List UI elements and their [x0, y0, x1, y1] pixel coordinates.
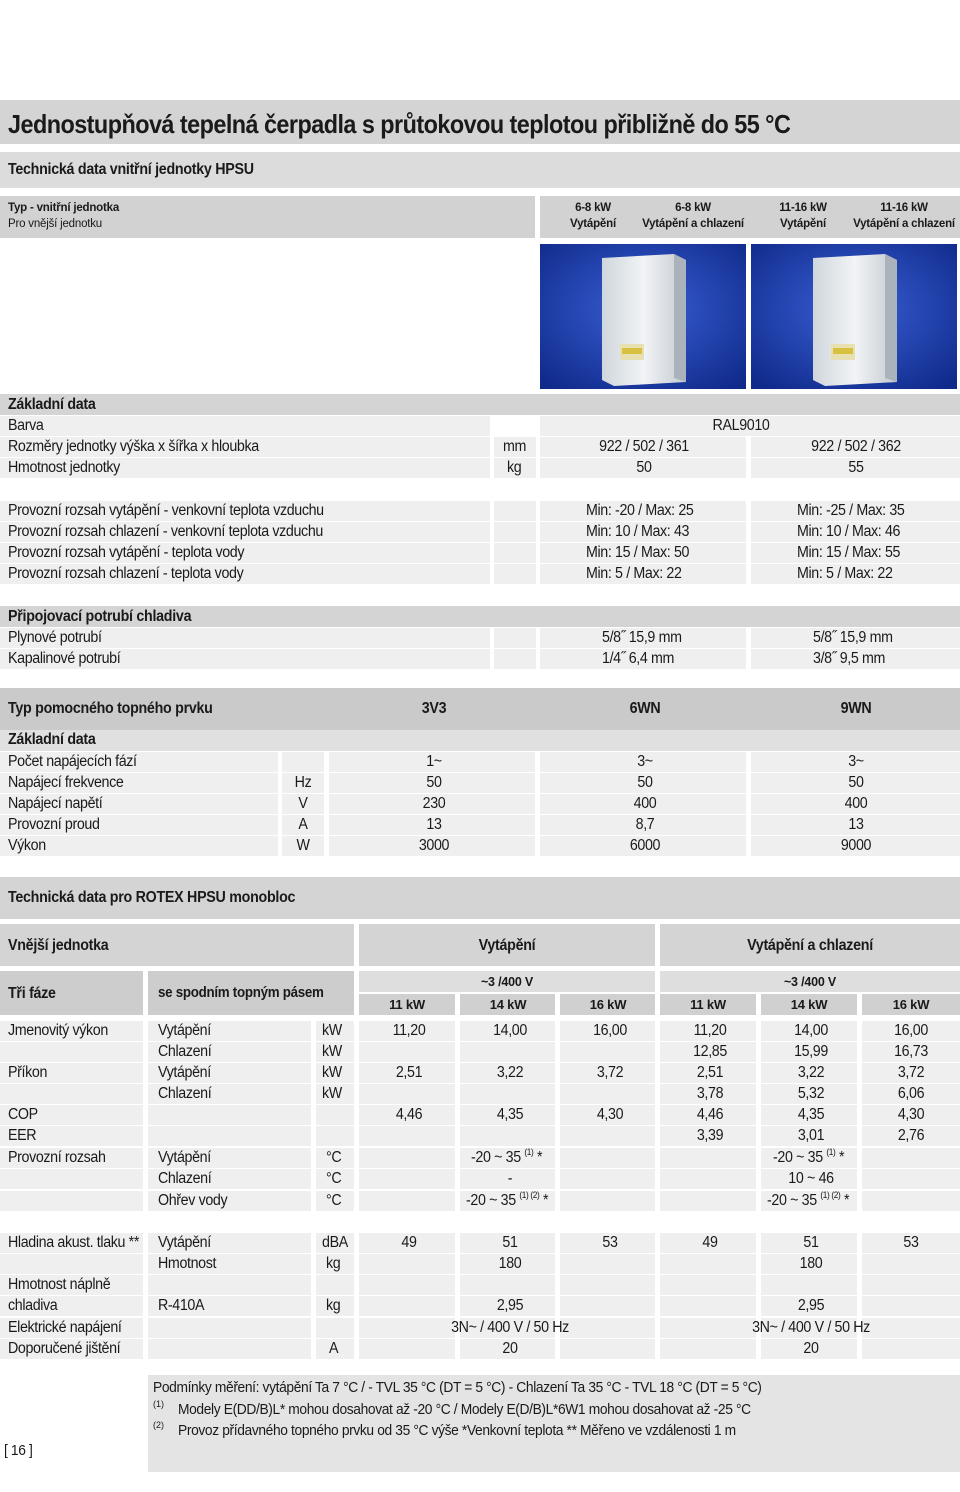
current-3: 13 [848, 816, 864, 833]
page-number: [ 16 ] [4, 1442, 33, 1459]
phases-2: 3~ [637, 753, 653, 770]
nominal-h-6: 16,00 [894, 1022, 928, 1039]
noise-label: Hladina akust. tlaku ** [8, 1234, 140, 1251]
oprange-heat-unit: °C [326, 1149, 342, 1166]
charge-label-2: chladiva [8, 1297, 58, 1314]
current-2: 8,7 [635, 816, 655, 833]
bottom-heater-label: se spodním topným pásem [158, 985, 324, 1001]
monobloc-heading: Technická data pro ROTEX HPSU monobloc [8, 889, 296, 906]
power-1: 3000 [418, 837, 450, 854]
cop-3: 4,30 [596, 1106, 624, 1123]
input-heat-sub: Vytápění [158, 1064, 211, 1081]
heat-group-label: Vytápění [478, 937, 536, 954]
gas-pipe-label: Plynové potrubí [8, 629, 102, 646]
input-cool-sub: Chlazení [158, 1085, 212, 1102]
nominal-unit: kW [322, 1022, 342, 1039]
charge-b: 2,95 [797, 1297, 825, 1314]
gas-pipe-a: 5/8˝ 15,9 mm [602, 629, 682, 646]
power-3: 9000 [840, 837, 872, 854]
voltage-2: 400 [633, 795, 657, 812]
oprange-water-a: -20 ~ 35 $^{(1) (2)}$ * [466, 1190, 549, 1209]
notes-line-2: Modely E(DD/B)L* mohou dosahovat až -20 °C / Modely E(D/B)L*6W1 mohou dosahovat až -25 °C [178, 1401, 751, 1418]
oprange-water-b: -20 ~ 35 $^{(1) (2)}$ * [767, 1190, 850, 1209]
heatcool-group-label: Vytápění a chlazení [747, 937, 873, 954]
cop-label: COP [8, 1106, 38, 1123]
dimensions-a: 922 / 502 / 361 [599, 438, 689, 455]
range-heat-air-label: Provozní rozsah vytápění - venkovní teplota vzduchu [8, 502, 324, 519]
liquid-pipe-label: Kapalinové potrubí [8, 650, 121, 667]
charge-a: 2,95 [496, 1297, 524, 1314]
range-cool-water-label: Provozní rozsah chlazení - teplota vody [8, 565, 244, 582]
power-h-11: 11 kW [389, 997, 425, 1012]
nominal-c-2: 15,99 [794, 1043, 828, 1060]
nominal-heat-sub: Vytápění [158, 1022, 211, 1039]
nominal-cool-sub: Chlazení [158, 1043, 212, 1060]
cop-5: 4,35 [797, 1106, 825, 1123]
nominal-h-1: 11,20 [392, 1022, 426, 1039]
voltage-unit: V [298, 795, 308, 812]
nominal-h-4: 11,20 [693, 1022, 727, 1039]
noise-3: 53 [602, 1234, 618, 1251]
fuse-a: 20 [502, 1340, 518, 1357]
oprange-water-sub: Ohřev vody [158, 1192, 228, 1209]
piping-heading: Připojovací potrubí chladiva [8, 608, 192, 625]
input-label: Příkon [8, 1064, 48, 1081]
input-h-3: 3,72 [596, 1064, 624, 1081]
range-heat-water-label: Provozní rozsah vytápění - teplota vody [8, 544, 245, 561]
supply-heat: ~3 /400 V [480, 975, 534, 989]
liquid-pipe-b: 3/8˝ 9,5 mm [813, 650, 886, 667]
phases-1: 1~ [426, 753, 442, 770]
col3-power: 11-16 kW [779, 202, 827, 214]
input-h-6: 3,72 [897, 1064, 925, 1081]
dimensions-b: 922 / 502 / 362 [811, 438, 901, 455]
gas-pipe-b: 5/8˝ 15,9 mm [813, 629, 893, 646]
eer-label: EER [8, 1127, 37, 1144]
nominal-h-2: 14,00 [493, 1022, 527, 1039]
voltage-3: 400 [844, 795, 868, 812]
noise-1: 49 [401, 1234, 417, 1251]
col1-power: 6-8 kW [575, 202, 611, 214]
range-heat-air-b: Min: -25 / Max: 35 [797, 502, 905, 519]
weight-label: Hmotnost jednotky [8, 459, 120, 476]
oprange-cool-b: 10 ~ 46 [788, 1170, 834, 1187]
current-1: 13 [426, 816, 442, 833]
frequency-2: 50 [637, 774, 653, 791]
range-cool-air-b: Min: 10 / Max: 46 [797, 523, 901, 540]
input-h-5: 3,22 [797, 1064, 825, 1081]
col4-power: 11-16 kW [880, 202, 928, 214]
fuse-label: Doporučené jištění [8, 1340, 121, 1357]
liquid-pipe-a: 1/4˝ 6,4 mm [602, 650, 675, 667]
col3-mode: Vytápění [780, 218, 826, 230]
fuse-unit: A [329, 1340, 339, 1357]
col4-mode: Vytápění a chlazení [853, 218, 955, 230]
unit-weight-sub: Hmotnost [158, 1255, 217, 1272]
cop-4: 4,46 [696, 1106, 724, 1123]
note-2-marker: (2) [153, 1420, 164, 1430]
power-hc-11: 11 kW [690, 997, 726, 1012]
basic-heading: Základní data [8, 396, 96, 413]
range-heat-water-a: Min: 15 / Max: 50 [586, 544, 690, 561]
input-c-2: 5,32 [797, 1085, 825, 1102]
type-label: Typ - vnitřní jednotka [8, 202, 120, 214]
range-cool-air-label: Provozní rozsah chlazení - venkovní teplota vzduchu [8, 523, 323, 540]
supply-a: 3N~ / 400 V / 50 Hz [451, 1319, 569, 1336]
frequency-1: 50 [426, 774, 442, 791]
cop-1: 4,46 [395, 1106, 423, 1123]
nominal-label: Jmenovitý výkon [8, 1022, 108, 1039]
supply-heatcool: ~3 /400 V [783, 975, 837, 989]
phases-3: 3~ [848, 753, 864, 770]
fuse-b: 20 [803, 1340, 819, 1357]
power-h-14: 14 kW [489, 997, 527, 1012]
nominal-h-3: 16,00 [593, 1022, 627, 1039]
supply-label: Elektrické napájení [8, 1319, 122, 1336]
section-title: Technická data vnitřní jednotky HPSU [8, 161, 254, 178]
weight-unit: kg [507, 459, 522, 476]
oprange-cool-sub: Chlazení [158, 1170, 212, 1187]
heater-heading: Typ pomocného topného prvku [8, 700, 213, 717]
dimensions-label: Rozměry jednotky výška x šířka x hloubka [8, 438, 259, 455]
heater-sub-band [0, 730, 960, 751]
power-2: 6000 [629, 837, 661, 854]
noise-2: 51 [502, 1234, 518, 1251]
charge-refrigerant: R-410A [158, 1297, 205, 1314]
heater-model-1: 3V3 [421, 700, 447, 717]
nominal-cool-unit: kW [322, 1043, 342, 1060]
charge-unit: kg [326, 1297, 341, 1314]
cop-2: 4,35 [496, 1106, 524, 1123]
unit-weight-unit: kg [326, 1255, 341, 1272]
input-c-1: 3,78 [696, 1085, 724, 1102]
input-h-2: 3,22 [496, 1064, 524, 1081]
col2-mode: Vytápění a chlazení [642, 218, 744, 230]
current-label: Provozní proud [8, 816, 100, 833]
weight-b: 55 [848, 459, 864, 476]
note-1-marker: (1) [153, 1399, 164, 1409]
color-label: Barva [8, 417, 44, 434]
power-h-16: 16 kW [589, 997, 627, 1012]
oprange-heat-a: -20 ~ 35 $^{(1)}$ * [471, 1147, 543, 1166]
nominal-h-5: 14,00 [794, 1022, 828, 1039]
oprange-heat-sub: Vytápění [158, 1149, 211, 1166]
heater-subheading: Základní data [8, 731, 96, 748]
input-c-3: 6,06 [897, 1085, 925, 1102]
input-cool-unit: kW [322, 1085, 342, 1102]
oprange-heat-b: -20 ~ 35 $^{(1)}$ * [773, 1147, 845, 1166]
range-heat-air-a: Min: -20 / Max: 25 [586, 502, 694, 519]
heater-model-2: 6WN [629, 700, 661, 717]
noise-4: 49 [702, 1234, 718, 1251]
eer-2: 3,01 [797, 1127, 825, 1144]
heater-model-3: 9WN [840, 700, 872, 717]
input-unit: kW [322, 1064, 342, 1081]
outer-unit-label: Vnější jednotka [8, 937, 109, 954]
power-label: Výkon [8, 837, 46, 854]
outdoor-label: Pro vnější jednotku [8, 218, 103, 230]
notes-line-3: Provoz přídavného topného prvku od 35 °C výše *Venkovní teplota ** Měřeno ve vzdálenosti 1 m [178, 1422, 736, 1439]
oprange-water-unit: °C [326, 1192, 342, 1209]
power-unit: W [296, 837, 310, 854]
charge-label-1: Hmotnost náplně [8, 1276, 111, 1293]
range-cool-water-a: Min: 5 / Max: 22 [586, 565, 682, 582]
weight-a: 50 [636, 459, 652, 476]
noise-unit: dBA [322, 1234, 348, 1251]
indoor-unit-image-1 [540, 244, 746, 389]
oprange-cool-unit: °C [326, 1170, 342, 1187]
current-unit: A [298, 816, 308, 833]
power-hc-16: 16 kW [892, 997, 930, 1012]
oprange-cool-a: - [507, 1170, 513, 1187]
supply-b: 3N~ / 400 V / 50 Hz [752, 1319, 870, 1336]
eer-1: 3,39 [696, 1127, 724, 1144]
range-cool-air-a: Min: 10 / Max: 43 [586, 523, 690, 540]
voltage-1: 230 [422, 795, 446, 812]
nominal-c-3: 16,73 [894, 1043, 928, 1060]
basic-heading-band [0, 394, 960, 415]
power-hc-14: 14 kW [790, 997, 828, 1012]
dimensions-unit: mm [503, 438, 527, 455]
col1-mode: Vytápění [570, 218, 616, 230]
frequency-label: Napájecí frekvence [8, 774, 124, 791]
input-h-4: 2,51 [696, 1064, 724, 1081]
nominal-c-1: 12,85 [693, 1043, 727, 1060]
noise-heat-sub: Vytápění [158, 1234, 211, 1251]
phase-label: Tři fáze [8, 985, 56, 1002]
frequency-3: 50 [848, 774, 864, 791]
phases-label: Počet napájecích fází [8, 753, 137, 770]
unit-weight-a: 180 [498, 1255, 522, 1272]
unit-weight-b: 180 [799, 1255, 823, 1272]
col2-power: 6-8 kW [675, 202, 711, 214]
indoor-unit-image-2 [751, 244, 957, 389]
eer-3: 2,76 [897, 1127, 925, 1144]
noise-6: 53 [903, 1234, 919, 1251]
cop-6: 4,30 [897, 1106, 925, 1123]
frequency-unit: Hz [294, 774, 312, 791]
color-value: RAL9010 [712, 417, 770, 434]
input-h-1: 2,51 [395, 1064, 423, 1081]
noise-5: 51 [803, 1234, 819, 1251]
page-title: Jednostupňová tepelná čerpadla s průtokovou teplotou přibližně do 55 °C [8, 109, 791, 139]
voltage-label: Napájecí napětí [8, 795, 103, 812]
range-heat-water-b: Min: 15 / Max: 55 [797, 544, 901, 561]
notes-line-1: Podmínky měření: vytápění Ta 7 °C / - TVL 35 °C (DT = 5 °C) - Chlazení Ta 35 °C - TVL 18 °C (DT = 5 °C) [153, 1379, 762, 1396]
range-cool-water-b: Min: 5 / Max: 22 [797, 565, 893, 582]
oprange-label: Provozní rozsah [8, 1149, 106, 1166]
